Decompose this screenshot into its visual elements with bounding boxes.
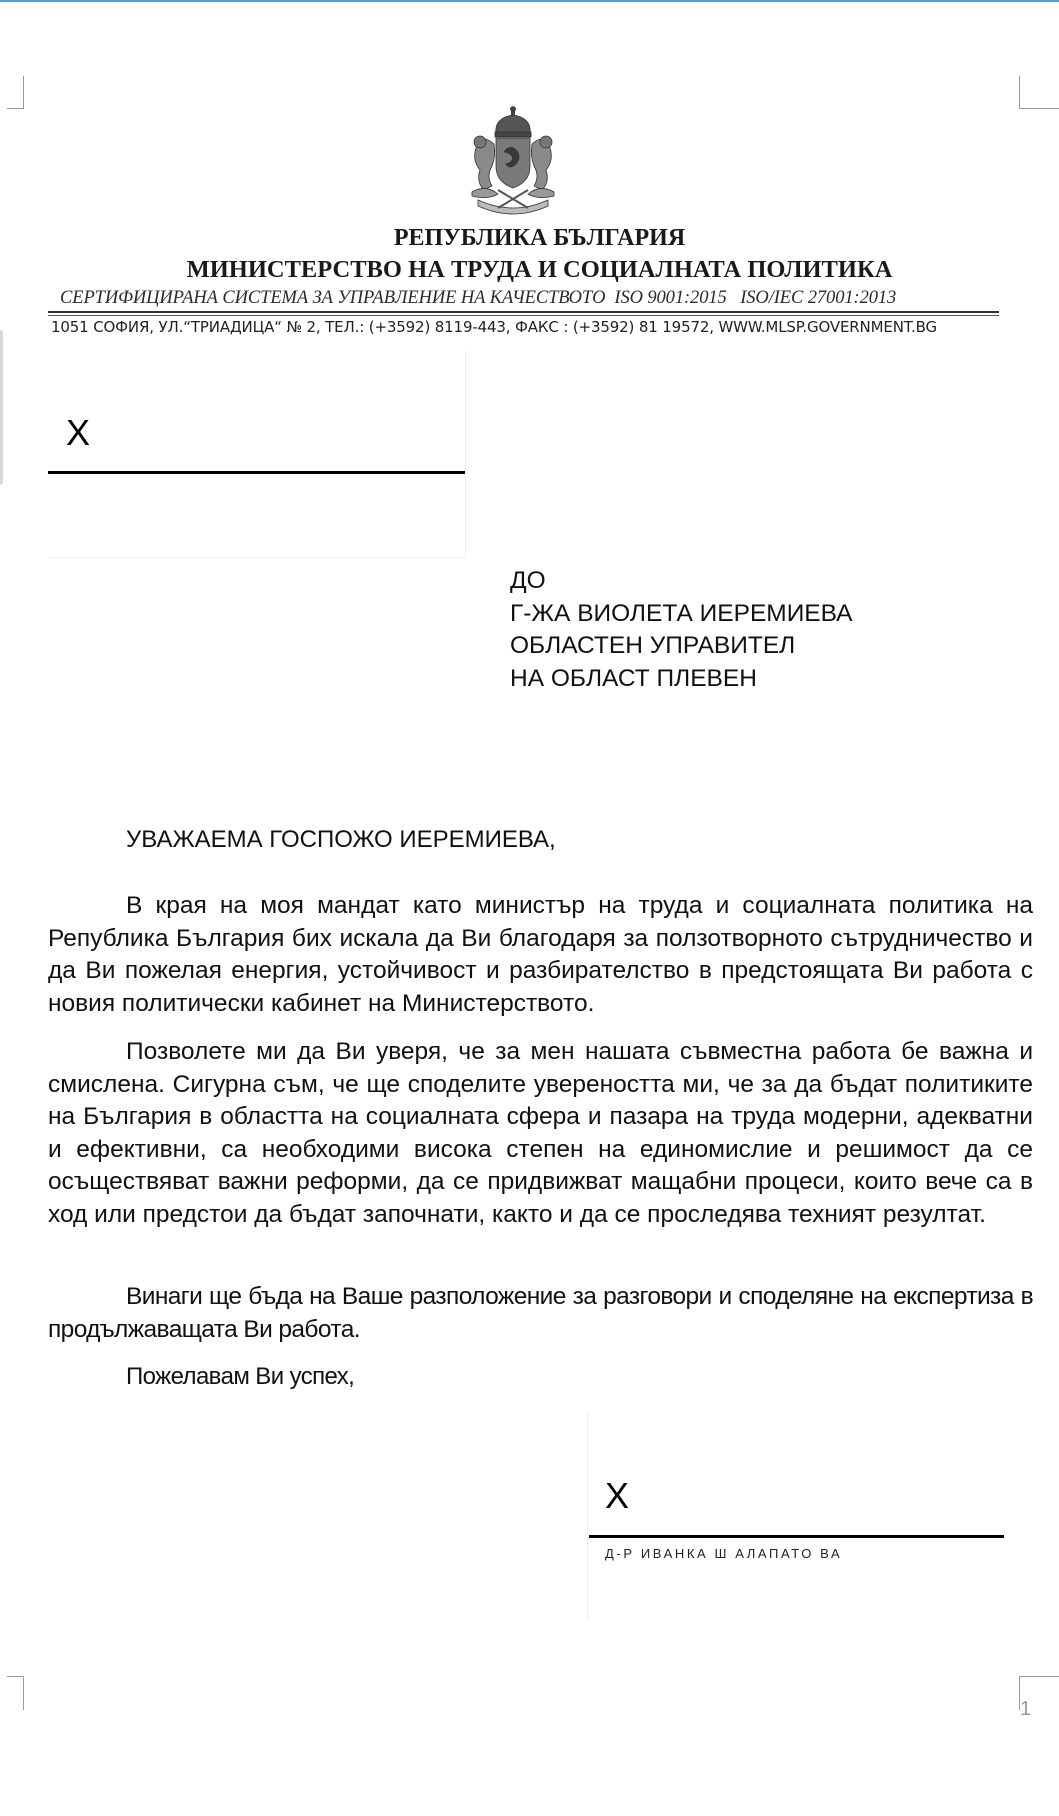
body-paragraph: В края на моя мандат като министър на труда и социалната политика на Република България бих искала да Ви благодаря за ползотворното сътрудничество и да Ви пожелая енергия, устойчивост и разбирателство в предстоящата Ви работа с новия политически кабинет на Министерството. (48, 892, 1033, 1017)
addressee-line: НА ОБЛАСТ ПЛЕВЕН (510, 664, 757, 692)
letterhead-address: 1051 СОФИЯ, УЛ.“ТРИАДИЦА“ № 2, ТЕЛ.: (+3592) 8119-443, ФАКС : (+3592) 81 19572, WWW.MLSP.GOVERNMENT.BG (51, 318, 938, 336)
letterhead-rule-thin (48, 315, 999, 316)
letterhead-rule (48, 311, 999, 313)
letterhead-certification: СЕРТИФИЦИРАНА СИСТЕМА ЗА УПРАВЛЕНИЕ НА КАЧЕСТВОТО ISO 9001:2015 ISO/IEC 27001:2013 (60, 288, 897, 308)
signature-mark: X (66, 412, 91, 453)
window-top-accent-bar (0, 0, 1059, 2)
side-scroll-handle[interactable] (0, 330, 3, 485)
letterhead-ministry: МИНИСТЕРСТВО НА ТРУДА И СОЦИАЛНАТА ПОЛИТИКА (186, 256, 893, 283)
signature-line (48, 471, 465, 474)
addressee-line: ДО (510, 567, 546, 594)
signer-name: Д-Р ИВАНКА Ш АЛАПАТО ВА (605, 1546, 843, 1561)
page-number: 1 (1020, 1698, 1032, 1720)
closing-line: Пожелавам Ви успех, (126, 1363, 355, 1390)
addressee-block (510, 565, 853, 695)
page-corner-mark-top-right (1019, 76, 1059, 109)
signature-line (589, 1535, 1004, 1538)
body-paragraph: Винаги ще бъда на Ваше разположение за разговори и споделяне на експертиза в продължаващата Ви работа. (48, 1283, 1033, 1343)
addressee-line: ОБЛАСТЕН УПРАВИТЕЛ (510, 632, 796, 659)
page-corner-mark-bottom-left (7, 1676, 24, 1710)
coat-of-arms-icon (458, 104, 568, 222)
letterhead-country: РЕПУБЛИКА БЪЛГАРИЯ (393, 225, 686, 251)
signature-mark: X (605, 1475, 630, 1516)
addressee-line: Г-ЖА ВИОЛЕТА ИЕРЕМИЕВА (510, 599, 853, 627)
signature-line-box-bottom[interactable] (587, 1413, 1004, 1620)
signature-line-box-top[interactable] (48, 350, 466, 558)
body-paragraph: Позволете ми да Ви уверя, че за мен нашата съвместна работа бе важна и смислена. Сигурна съм, че ще споделите увереността ми, че за да бъдат политиките на България в областта на социалната сфера и пазара на труда модерни, адекватни и ефективни, са необходими висока степен на единомислие и решимост да се осъществяват важни реформи, да се придвижват мащабни процеси, които вече са в ход или предстои да бъдат започнати, както и да се проследява техният резултат. (48, 1038, 1033, 1228)
page-corner-mark-top-left (7, 76, 24, 109)
salutation: УВАЖАЕМА ГОСПОЖО ИЕРЕМИЕВА, (126, 826, 556, 853)
